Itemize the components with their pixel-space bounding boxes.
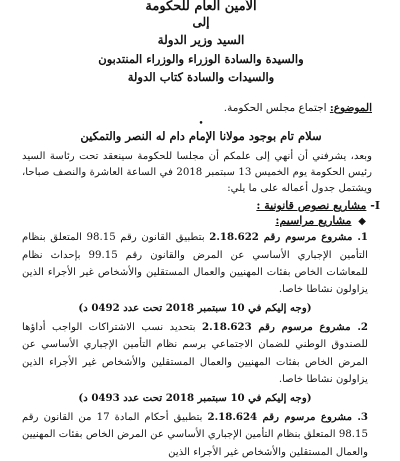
diamond-bullet-icon: ◆ (358, 216, 366, 228)
list-item (22, 409, 380, 461)
item-reference: (وجه إليكم في 10 سبتمبر 2018 تحت عدد 0492 د) (78, 301, 312, 314)
section-number: I- (370, 199, 380, 213)
subject-text: اجتماع مجلس الحكومة. (223, 101, 327, 114)
intro-paragraph: وبعد، يشرفني أن أنهي إلى علمكم أن مجلسا للحكومة سينعقد تحت رئاسة السيد رئيس الحكومة يوم الخميس 13 سبتمبر 2018 في الساعة العاشرة والنصف صباحا، ويشتمل جدول أعماله على ما يلي: (22, 150, 372, 194)
item-text: بتحديد نسب الاشتراكات الواجب أداؤها للصندوق الوطني للضمان الاجتماعي برسم نظام التأمين الإجباري الأساسي عن المرض الخاص بفئات المهنيين والعمال المستقلين والأشخاص غير الأجراء الذين يزاولون نشاطا خاصا. (22, 322, 368, 386)
recipient-line: السيد وزير الدولة (157, 32, 245, 47)
recipient-to: إلى (192, 14, 210, 29)
list-item (22, 319, 380, 407)
subject-line (22, 102, 380, 114)
salutation: سلام تام بوجود مولانا الإمام دام له النصر والتمكين (80, 128, 322, 143)
subsection-title: مشاريع مراسيم: (275, 214, 352, 228)
item-reference: (وجه إليكم في 10 سبتمبر 2018 تحت عدد 0493 د) (78, 391, 312, 404)
address-block (22, 0, 380, 84)
item-lead: 3. مشروع مرسوم رقم 2.18.624 (207, 410, 368, 423)
recipient-line: والسيدة والسادة الوزراء والوزراء المنتدبون (98, 51, 304, 66)
section-heading (22, 199, 380, 212)
item-lead: 1. مشروع مرسوم رقم 2.18.622 (209, 231, 368, 244)
section-title: مشاريع نصوص قانونية : (256, 199, 367, 213)
list-item (22, 229, 380, 317)
recipient-line: والسيدات والسادة كتاب الدولة (127, 69, 275, 84)
bullet-mark: • (198, 118, 204, 129)
subsection-heading (22, 214, 380, 227)
item-lead: 2. مشروع مرسوم رقم 2.18.623 (202, 321, 368, 334)
subject-label: الموضوع: (329, 101, 372, 114)
item-text: بتطبيق أحكام المادة 17 من القانون رقم 98.15 المتعلق بنظام التأمين الإجباري الأساسي عن المرض الخاص بفئات المهنيين والعمال المستقلين والأشخاص غير الأجراء الذين (22, 411, 368, 458)
item-text: بتطبيق القانون رقم 98.15 المتعلق بنظام التأمين الإجباري الأساسي عن المرض والقانون رقم 99.15 بإحداث نظام للمعاشات الخاص بفئات المهنيين والعمال المستقلين والأشخاص غير الأجراء الذين يزاولون نشاطا خاصا. (22, 232, 368, 296)
sender-title: الأمين العام للحكومة (145, 0, 257, 14)
